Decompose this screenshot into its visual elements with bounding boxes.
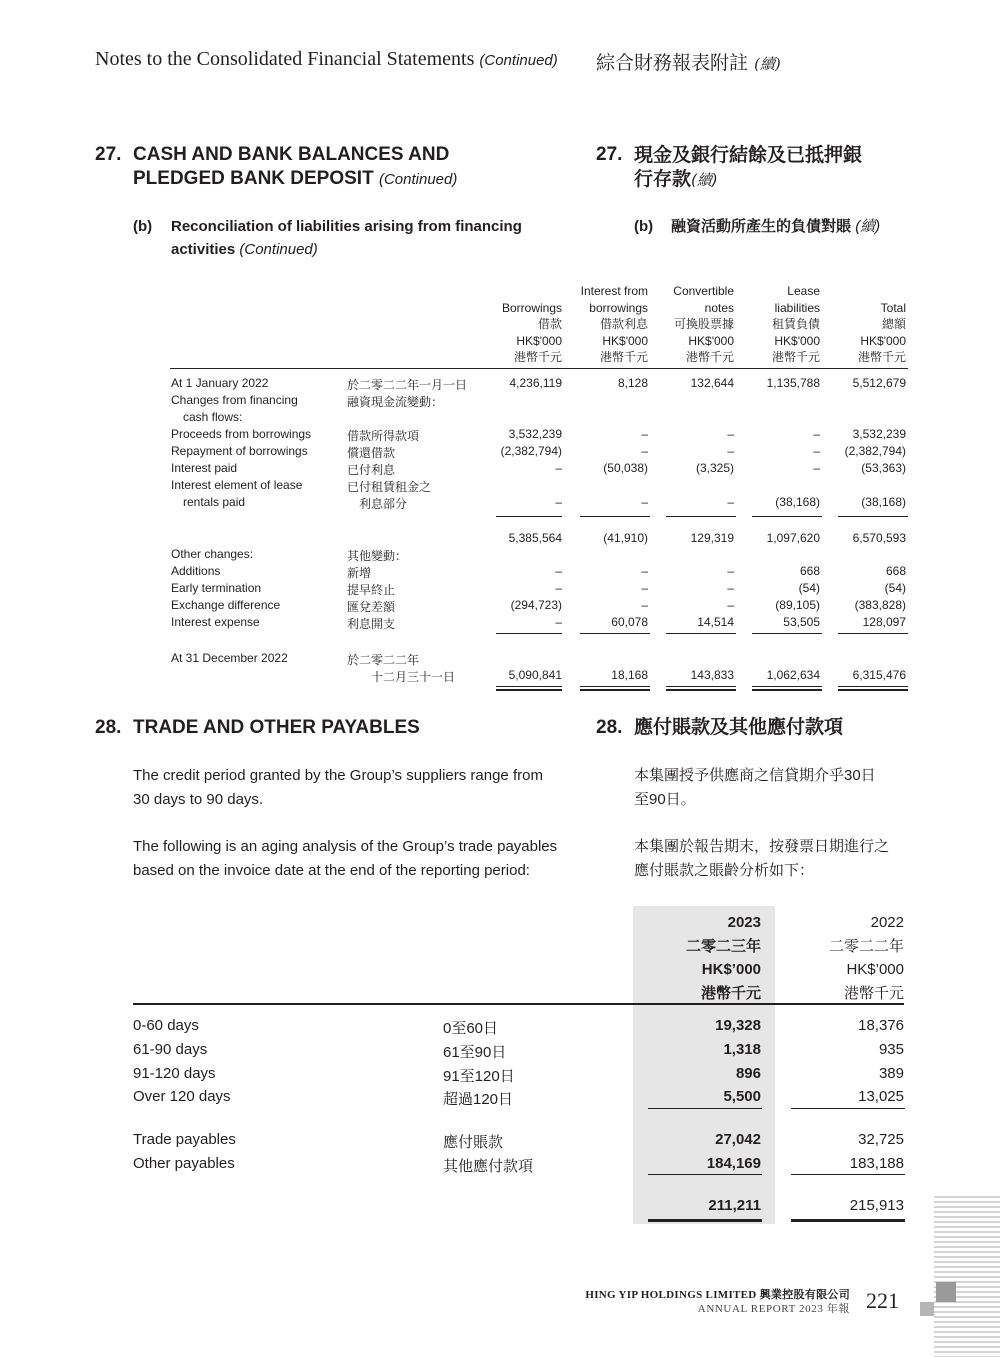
recon-row-label-zh: 十二月三十一日 (371, 670, 456, 684)
aging-subtotal-rule (791, 1108, 905, 1109)
recon-row-label-zh: 償還借款 (347, 446, 396, 460)
recon-col-header: Interest from borrowings 借款利息 HK$'000 港幣千元 (580, 284, 648, 364)
footer-company: HING YIP HOLDINGS LIMITED 興業控股有限公司 (585, 1289, 850, 1301)
decorative-stripes (918, 1196, 1000, 1357)
note-28-number-zh: 28. (596, 717, 623, 738)
note-27-title-zh: 現金及銀行結餘及已抵押銀 行存款(續) (634, 144, 863, 190)
footer-report: ANNUAL REPORT 2023 年報 (697, 1303, 850, 1315)
aging-intro-paragraph-zh: 本集團於報告期末，按發票日期進行之 應付賬款之賬齡分析如下： (634, 838, 890, 879)
total-double-rule (752, 689, 822, 691)
recon-cell: – (641, 598, 648, 612)
recon-cell: (54) (798, 581, 820, 595)
recon-row-label-en: Interest paid (171, 461, 238, 475)
recon-cell: 3,532,239 (508, 427, 562, 441)
subsection-title-en: Reconciliation of liabilities arising from financing activities (Continued) (171, 218, 522, 258)
recon-cell: (2,382,794) (844, 444, 906, 458)
payables-total-value-2022: 215,913 (849, 1197, 904, 1214)
recon-cell: 18,168 (611, 668, 648, 682)
recon-cell: – (641, 444, 648, 458)
payables-row-label-en: Other payables (133, 1155, 235, 1172)
subtotal-rule (838, 633, 908, 634)
recon-row-label-en: At 31 December 2022 (171, 651, 288, 665)
credit-period-paragraph-en: The credit period granted by the Group’s suppliers range from 30 days to 90 days. (133, 767, 543, 808)
recon-row-label-zh: 已付利息 (347, 463, 396, 477)
total-double-rule (666, 689, 736, 691)
recon-cell: 143,833 (690, 668, 734, 682)
total-rule (666, 686, 736, 687)
recon-row-label-en: Other changes: (171, 547, 254, 561)
recon-cell: (38,168) (775, 495, 820, 509)
recon-cell: – (641, 581, 648, 595)
recon-cell: – (813, 461, 820, 475)
recon-cell: 132,644 (690, 376, 734, 390)
recon-cell: – (727, 427, 734, 441)
recon-cell: 4,236,119 (509, 376, 562, 390)
recon-row-label-zh: 利息開支 (347, 617, 396, 631)
recon-row-label-zh: 已付租賃租金之 (347, 480, 432, 494)
recon-cell: – (555, 461, 562, 475)
recon-row-label-en: At 1 January 2022 (171, 376, 269, 390)
payables-row-value-2022: 183,188 (849, 1155, 904, 1172)
recon-row-label-zh: 融資現金流變動： (347, 395, 444, 409)
recon-row-label-en: Proceeds from borrowings (171, 427, 312, 441)
payables-row-label-zh: 其他應付款項 (443, 1158, 534, 1175)
recon-cell: – (641, 427, 648, 441)
recon-cell: (38,168) (861, 495, 906, 509)
recon-cell: 53,505 (783, 615, 820, 629)
recon-row-label-en: Early termination (171, 581, 262, 595)
recon-cell: 668 (885, 564, 906, 578)
recon-cell: 129,319 (690, 531, 734, 545)
subtotal-rule (752, 633, 822, 634)
aging-row-value-2022: 13,025 (858, 1088, 904, 1105)
col-2023-header: 2023 二零二三年 HK$’000 港幣千元 (685, 914, 761, 1002)
recon-cell: 6,570,593 (852, 531, 906, 545)
aging-row-value-2022: 18,376 (858, 1017, 904, 1034)
subtotal-rule (496, 633, 562, 634)
recon-row-label-en: cash flows: (183, 410, 243, 424)
total-double-rule (496, 689, 562, 691)
recon-cell: 1,135,788 (766, 376, 820, 390)
payables-subtotal-rule (648, 1174, 762, 1175)
aging-row-label-zh: 61至90日 (443, 1044, 507, 1061)
payables-row-label-en: Trade payables (133, 1131, 236, 1148)
aging-row-value-2023: 5,500 (723, 1088, 761, 1105)
recon-col-header: Total 總額 HK$'000 港幣千元 (857, 300, 906, 364)
recon-row-label-zh: 提早終止 (347, 583, 396, 597)
recon-row-label-zh: 於二零二二年一月一日 (347, 378, 468, 392)
recon-cell: (383,828) (854, 598, 906, 612)
aging-row-value-2023: 896 (735, 1065, 761, 1082)
aging-row-value-2023: 19,328 (715, 1017, 761, 1034)
recon-cell: (50,038) (603, 461, 648, 475)
recon-cell: (53,363) (861, 461, 906, 475)
recon-row-label-en: Interest element of lease (171, 478, 303, 492)
recon-cell: – (641, 564, 648, 578)
recon-cell: – (727, 581, 734, 595)
subtotal-rule (580, 516, 650, 517)
recon-cell: – (813, 444, 820, 458)
payables-total-rule (648, 1219, 762, 1222)
subtotal-rule (496, 516, 562, 517)
subtotal-rule (752, 516, 822, 517)
recon-cell: (3,325) (695, 461, 734, 475)
header-rule (170, 368, 908, 369)
total-rule (838, 686, 908, 687)
total-rule (580, 686, 650, 687)
aging-row-label-zh: 超過120日 (443, 1091, 514, 1108)
recon-cell: – (727, 444, 734, 458)
running-header-en: Notes to the Consolidated Financial Statements (Continued) (95, 48, 558, 70)
aging-row-value-2022: 389 (878, 1065, 904, 1082)
payables-row-value-2023: 184,169 (706, 1155, 761, 1172)
payables-row-label-zh: 應付賬款 (443, 1134, 504, 1151)
payables-row-value-2022: 32,725 (858, 1131, 904, 1148)
note-27-title-en: CASH AND BANK BALANCES AND PLEDGED BANK DEPOSIT (Continued) (133, 144, 458, 189)
recon-cell: – (555, 615, 562, 629)
recon-row-label-zh: 新增 (347, 566, 372, 580)
recon-cell: – (813, 427, 820, 441)
col-2022-header: 2022 二零二二年 HK$’000 港幣千元 (828, 914, 904, 1002)
total-double-rule (580, 689, 650, 691)
aging-row-label-en: 91-120 days (133, 1065, 216, 1082)
aging-row-label-en: 0-60 days (133, 1017, 199, 1034)
recon-cell: 1,097,620 (766, 531, 820, 545)
subtotal-rule (580, 633, 650, 634)
recon-cell: 3,532,239 (852, 427, 906, 441)
credit-period-paragraph-zh: 本集團授予供應商之信貸期介乎30日 至90日。 (634, 767, 876, 808)
recon-cell: – (641, 495, 648, 509)
recon-col-header: Convertible notes 可換股票據 HK$'000 港幣千元 (673, 284, 734, 364)
note-28-number: 28. (95, 717, 122, 738)
total-double-rule (838, 689, 908, 691)
note-28-title-en: TRADE AND OTHER PAYABLES (133, 717, 420, 738)
recon-cell: (54) (884, 581, 906, 595)
recon-cell: 5,385,564 (508, 531, 562, 545)
recon-row-label-zh: 匯兌差額 (347, 600, 396, 614)
recon-row-label-en: Additions (171, 564, 221, 578)
subtotal-rule (666, 633, 736, 634)
aging-row-label-zh: 0至60日 (443, 1020, 499, 1037)
recon-row-label-en: Exchange difference (171, 598, 281, 612)
recon-cell: (294,723) (510, 598, 562, 612)
payables-row-value-2023: 27,042 (715, 1131, 761, 1148)
subsection-label-zh: (b) (634, 218, 654, 235)
recon-cell: – (555, 564, 562, 578)
payables-header-rule (133, 1003, 904, 1005)
payables-total-value-2023: 211,211 (708, 1197, 761, 1214)
recon-cell: 668 (799, 564, 820, 578)
running-header-zh: 綜合財務報表附註 (續) (596, 52, 781, 74)
aging-row-label-en: Over 120 days (133, 1088, 231, 1105)
recon-row-label-zh: 其他變動： (347, 549, 408, 563)
recon-col-header: Lease liabilities 租賃負債 HK$'000 港幣千元 (771, 284, 820, 364)
recon-cell: 1,062,634 (766, 668, 820, 682)
recon-cell: – (727, 495, 734, 509)
recon-cell: 60,078 (611, 615, 648, 629)
recon-cell: – (555, 495, 562, 509)
recon-cell: (41,910) (603, 531, 648, 545)
subsection-title-zh: 融資活動所產生的負債對賬 (續) (671, 218, 881, 235)
note-28-title-zh: 應付賬款及其他應付款項 (634, 717, 844, 738)
total-rule (752, 686, 822, 687)
page-number: 221 (866, 1288, 899, 1313)
recon-row-label-en: Interest expense (171, 615, 260, 629)
aging-row-label-zh: 91至120日 (443, 1068, 515, 1085)
aging-row-value-2022: 935 (878, 1041, 904, 1058)
note-27-number-zh: 27. (596, 144, 623, 165)
total-rule (496, 686, 562, 687)
note-27-number: 27. (95, 144, 122, 165)
recon-cell: 14,514 (697, 615, 734, 629)
subsection-label: (b) (133, 218, 153, 235)
recon-row-label-zh: 於二零二二年 (347, 653, 420, 667)
recon-cell: 6,315,476 (852, 668, 906, 682)
recon-cell: 128,097 (862, 615, 906, 629)
recon-row-label-en: rentals paid (183, 495, 246, 509)
recon-cell: – (555, 581, 562, 595)
aging-subtotal-rule (648, 1108, 762, 1109)
recon-row-label-en: Repayment of borrowings (171, 444, 308, 458)
aging-row-label-en: 61-90 days (133, 1041, 208, 1058)
subtotal-rule (666, 516, 736, 517)
payables-total-rule (791, 1219, 905, 1222)
aging-row-value-2023: 1,318 (723, 1041, 761, 1058)
recon-cell: (2,382,794) (500, 444, 562, 458)
recon-cell: 8,128 (617, 376, 648, 390)
recon-col-header: Borrowings 借款 HK$'000 港幣千元 (501, 300, 562, 364)
recon-row-label-zh: 借款所得款項 (347, 429, 420, 443)
recon-cell: 5,512,679 (852, 376, 906, 390)
recon-cell: – (727, 564, 734, 578)
aging-intro-paragraph-en: The following is an aging analysis of the Group’s trade payables based on the invoice date at the end of the reporting period: (133, 838, 558, 879)
subtotal-rule (838, 516, 908, 517)
recon-row-label-en: Changes from financing (171, 393, 298, 407)
recon-row-label-zh: 利息部分 (359, 497, 408, 511)
recon-cell: 5,090,841 (508, 668, 562, 682)
recon-cell: – (727, 598, 734, 612)
payables-subtotal-rule (791, 1174, 905, 1175)
recon-cell: (89,105) (775, 598, 820, 612)
